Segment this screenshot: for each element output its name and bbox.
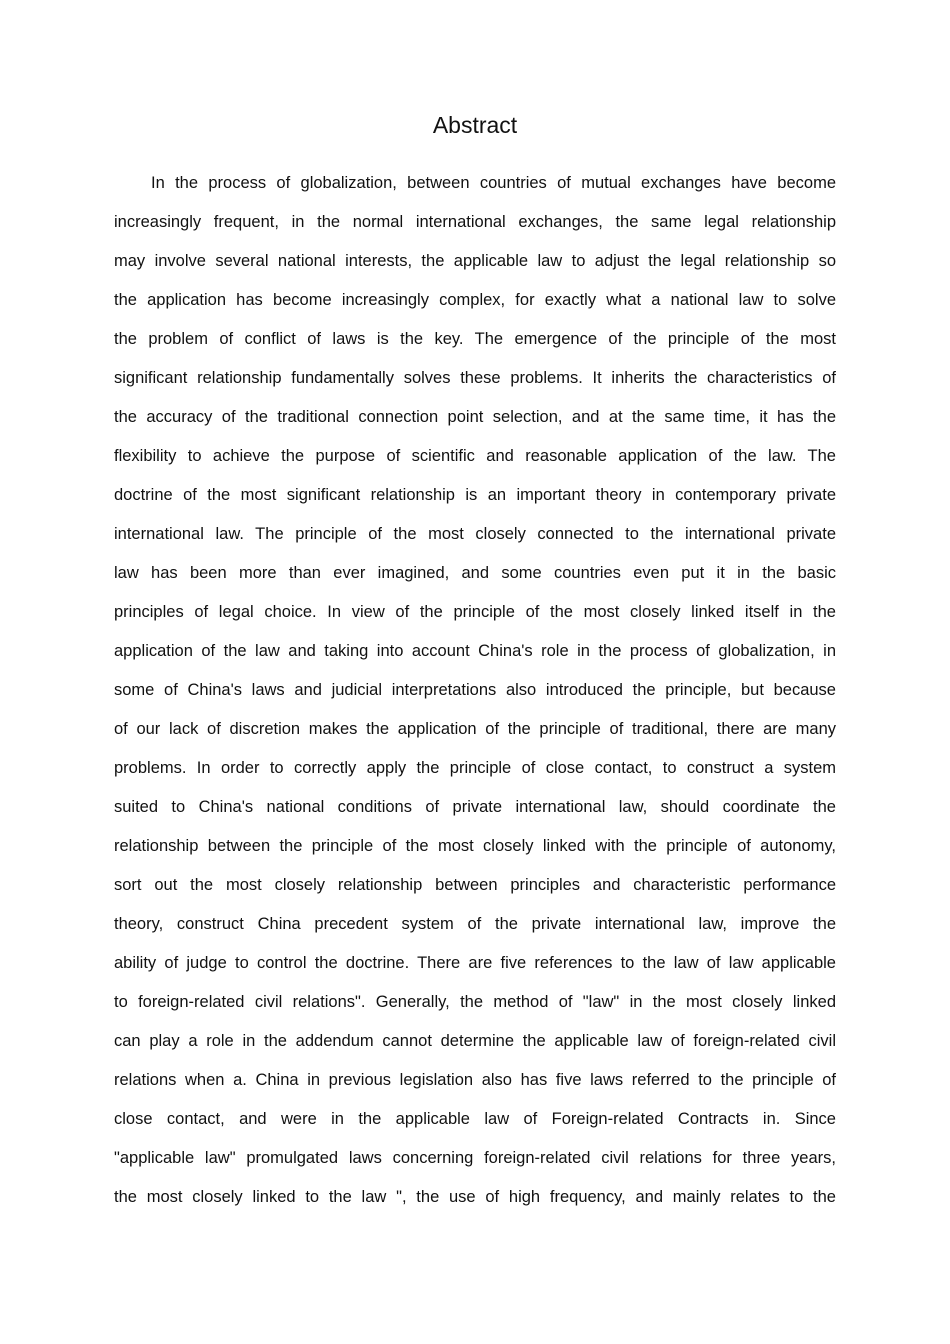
paragraph-line: law has been more than ever imagined, and some countries even put it in the basic bbox=[114, 564, 836, 582]
paragraph-line: flexibility to achieve the purpose of scientific and reasonable application of the law. The bbox=[114, 447, 836, 465]
paragraph-line: the application has become increasingly complex, for exactly what a national law to solve bbox=[114, 291, 836, 309]
paragraph-line: close contact, and were in the applicable law of Foreign-related Contracts in. Since bbox=[114, 1110, 836, 1128]
paragraph-line: doctrine of the most significant relationship is an important theory in contemporary private bbox=[114, 486, 836, 504]
paragraph-line: relationship between the principle of the most closely linked with the principle of autonomy, bbox=[114, 837, 836, 855]
paragraph-line: sort out the most closely relationship between principles and characteristic performance bbox=[114, 876, 836, 894]
paragraph-line: application of the law and taking into account China's role in the process of globalization, in bbox=[114, 642, 836, 660]
paragraph-line: the most closely linked to the law ", the use of high frequency, and mainly relates to the bbox=[114, 1188, 836, 1206]
paragraph-line: increasingly frequent, in the normal international exchanges, the same legal relationship bbox=[114, 213, 836, 231]
abstract-paragraph bbox=[114, 164, 836, 1217]
paragraph-line: of our lack of discretion makes the application of the principle of traditional, there are many bbox=[114, 720, 836, 738]
paragraph-line: to foreign-related civil relations". Generally, the method of "law" in the most closely linked bbox=[114, 993, 836, 1011]
paragraph-line: international law. The principle of the most closely connected to the international private bbox=[114, 525, 836, 543]
paragraph-line: some of China's laws and judicial interpretations also introduced the principle, but because bbox=[114, 681, 836, 699]
paragraph-line: relations when a. China in previous legislation also has five laws referred to the principle of bbox=[114, 1071, 836, 1089]
paragraph-line: the accuracy of the traditional connection point selection, and at the same time, it has the bbox=[114, 408, 836, 426]
paragraph-line: In the process of globalization, between countries of mutual exchanges have become bbox=[151, 174, 836, 192]
paragraph-line: can play a role in the addendum cannot determine the applicable law of foreign-related civil bbox=[114, 1032, 836, 1050]
paragraph-line: theory, construct China precedent system of the private international law, improve the bbox=[114, 915, 836, 933]
paragraph-line: the problem of conflict of laws is the key. The emergence of the principle of the most bbox=[114, 330, 836, 348]
paragraph-line: problems. In order to correctly apply the principle of close contact, to construct a system bbox=[114, 759, 836, 777]
paragraph-line: principles of legal choice. In view of the principle of the most closely linked itself in the bbox=[114, 603, 836, 621]
paragraph-line: "applicable law" promulgated laws concerning foreign-related civil relations for three years, bbox=[114, 1149, 836, 1167]
paragraph-line: suited to China's national conditions of private international law, should coordinate the bbox=[114, 798, 836, 816]
page-title: Abstract bbox=[432, 112, 518, 138]
paragraph-line: may involve several national interests, the applicable law to adjust the legal relationship so bbox=[114, 252, 836, 270]
paragraph-line: significant relationship fundamentally solves these problems. It inherits the characteristics of bbox=[114, 369, 836, 387]
paragraph-line: ability of judge to control the doctrine. There are five references to the law of law applicable bbox=[114, 954, 836, 972]
